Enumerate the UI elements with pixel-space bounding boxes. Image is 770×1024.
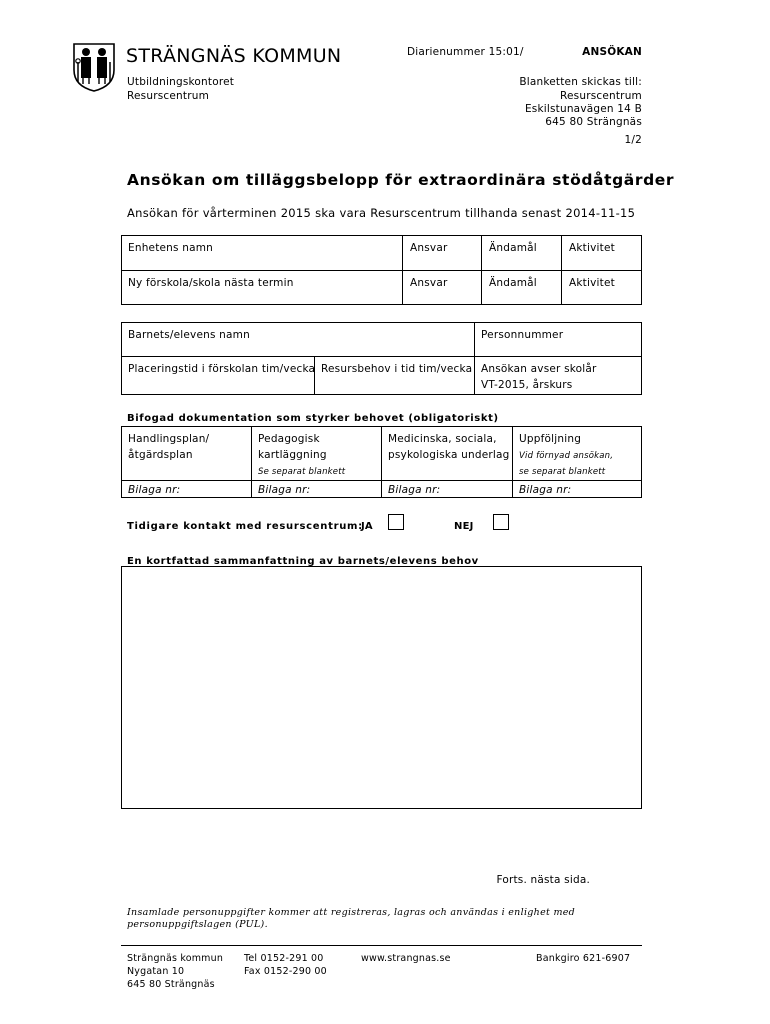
new-school-ansvar-field[interactable]: Ansvar	[410, 277, 448, 289]
doc-kartlaggning-line1: Pedagogisk	[258, 433, 320, 445]
doc-handlingsplan-line2: åtgärdsplan	[128, 449, 193, 461]
summary-textarea[interactable]	[121, 566, 642, 809]
continued-note: Forts. nästa sida.	[496, 874, 590, 886]
contact-no-checkbox[interactable]	[493, 514, 509, 530]
new-school-field[interactable]: Ny förskola/skola nästa termin	[128, 277, 294, 289]
unit-ansvar-field[interactable]: Ansvar	[410, 242, 448, 254]
attachment-field-1[interactable]: Bilaga nr:	[128, 484, 181, 496]
summary-heading: En kortfattad sammanfattning av barnets/elevens behov	[127, 556, 479, 567]
page-title: Ansökan om tilläggsbelopp för extraordinära stödåtgärder	[127, 171, 675, 189]
unit-andamal-field[interactable]: Ändamål	[489, 242, 537, 254]
contact-yes-checkbox[interactable]	[388, 514, 404, 530]
footer-postal: 645 80 Strängnäs	[127, 979, 215, 990]
contact-label: Tidigare kontakt med resurscentrum:	[127, 521, 363, 532]
unit-aktivitet-field[interactable]: Aktivitet	[569, 242, 615, 254]
contact-yes-label: JA	[361, 521, 373, 532]
footer-divider	[121, 945, 642, 946]
send-to-label: Blanketten skickas till:	[519, 76, 642, 88]
page-number: 1/2	[624, 134, 642, 146]
new-school-andamal-field[interactable]: Ändamål	[489, 277, 537, 289]
documentation-heading: Bifogad dokumentation som styrker behovet (obligatoriskt)	[127, 413, 499, 424]
resource-need-field[interactable]: Resursbehov i tid tim/vecka	[321, 363, 473, 375]
department-unit: Resurscentrum	[127, 90, 210, 102]
footer-tel: Tel 0152-291 00	[244, 953, 324, 964]
doc-uppfoljning-note: Vid förnyad ansökan,	[519, 451, 614, 461]
org-name: STRÄNGNÄS KOMMUN	[126, 45, 342, 67]
doc-handlingsplan-line1: Handlingsplan/	[128, 433, 210, 445]
diarienummer: Diarienummer 15:01/	[407, 46, 524, 58]
send-to-line1: Resurscentrum	[559, 90, 642, 102]
doc-medicinska-line1: Medicinska, sociala,	[388, 433, 497, 445]
footer-web-link[interactable]: www.strangnas.se	[361, 953, 451, 964]
attachment-field-4[interactable]: Bilaga nr:	[519, 484, 572, 496]
intro-text: Ansökan för vårterminen 2015 ska vara Resurscentrum tillhanda senast 2014-11-15	[127, 206, 636, 220]
coat-of-arms-logo	[72, 42, 116, 92]
school-year-field[interactable]: VT-2015, årskurs	[481, 379, 573, 391]
doc-kartlaggning-line2: kartläggning	[258, 449, 327, 461]
attachment-field-3[interactable]: Bilaga nr:	[388, 484, 441, 496]
doc-medicinska-line2: psykologiska underlag	[388, 449, 510, 461]
department-name: Utbildningskontoret	[127, 76, 235, 88]
new-school-aktivitet-field[interactable]: Aktivitet	[569, 277, 615, 289]
school-year-label: Ansökan avser skolår	[481, 363, 597, 375]
footer-bankgiro: Bankgiro 621-6907	[536, 953, 631, 964]
footer-fax: Fax 0152-290 00	[244, 966, 327, 977]
doc-uppfoljning-sub: se separat blankett	[519, 467, 606, 477]
unit-name-field[interactable]: Enhetens namn	[128, 242, 214, 254]
doc-kartlaggning-note: Se separat blankett	[258, 467, 346, 477]
footer-street: Nygatan 10	[127, 966, 185, 977]
contact-no-label: NEJ	[454, 521, 474, 532]
send-to-line3: 645 80 Strängnäs	[545, 116, 642, 128]
personnummer-field[interactable]: Personnummer	[481, 329, 564, 341]
footer-org: Strängnäs kommun	[127, 953, 224, 964]
child-name-field[interactable]: Barnets/elevens namn	[128, 329, 250, 341]
pul-notice: Insamlade personuppgifter kommer att registreras, lagras och användas i enlighet med personuppgiftslagen (PUL).	[127, 907, 576, 930]
placement-time-field[interactable]: Placeringstid i förskolan tim/vecka	[128, 363, 316, 375]
send-to-line2: Eskilstunavägen 14 B	[524, 103, 642, 115]
doc-uppfoljning-title: Uppföljning	[519, 433, 582, 445]
document-type: ANSÖKAN	[582, 46, 642, 58]
attachment-field-2[interactable]: Bilaga nr:	[258, 484, 311, 496]
